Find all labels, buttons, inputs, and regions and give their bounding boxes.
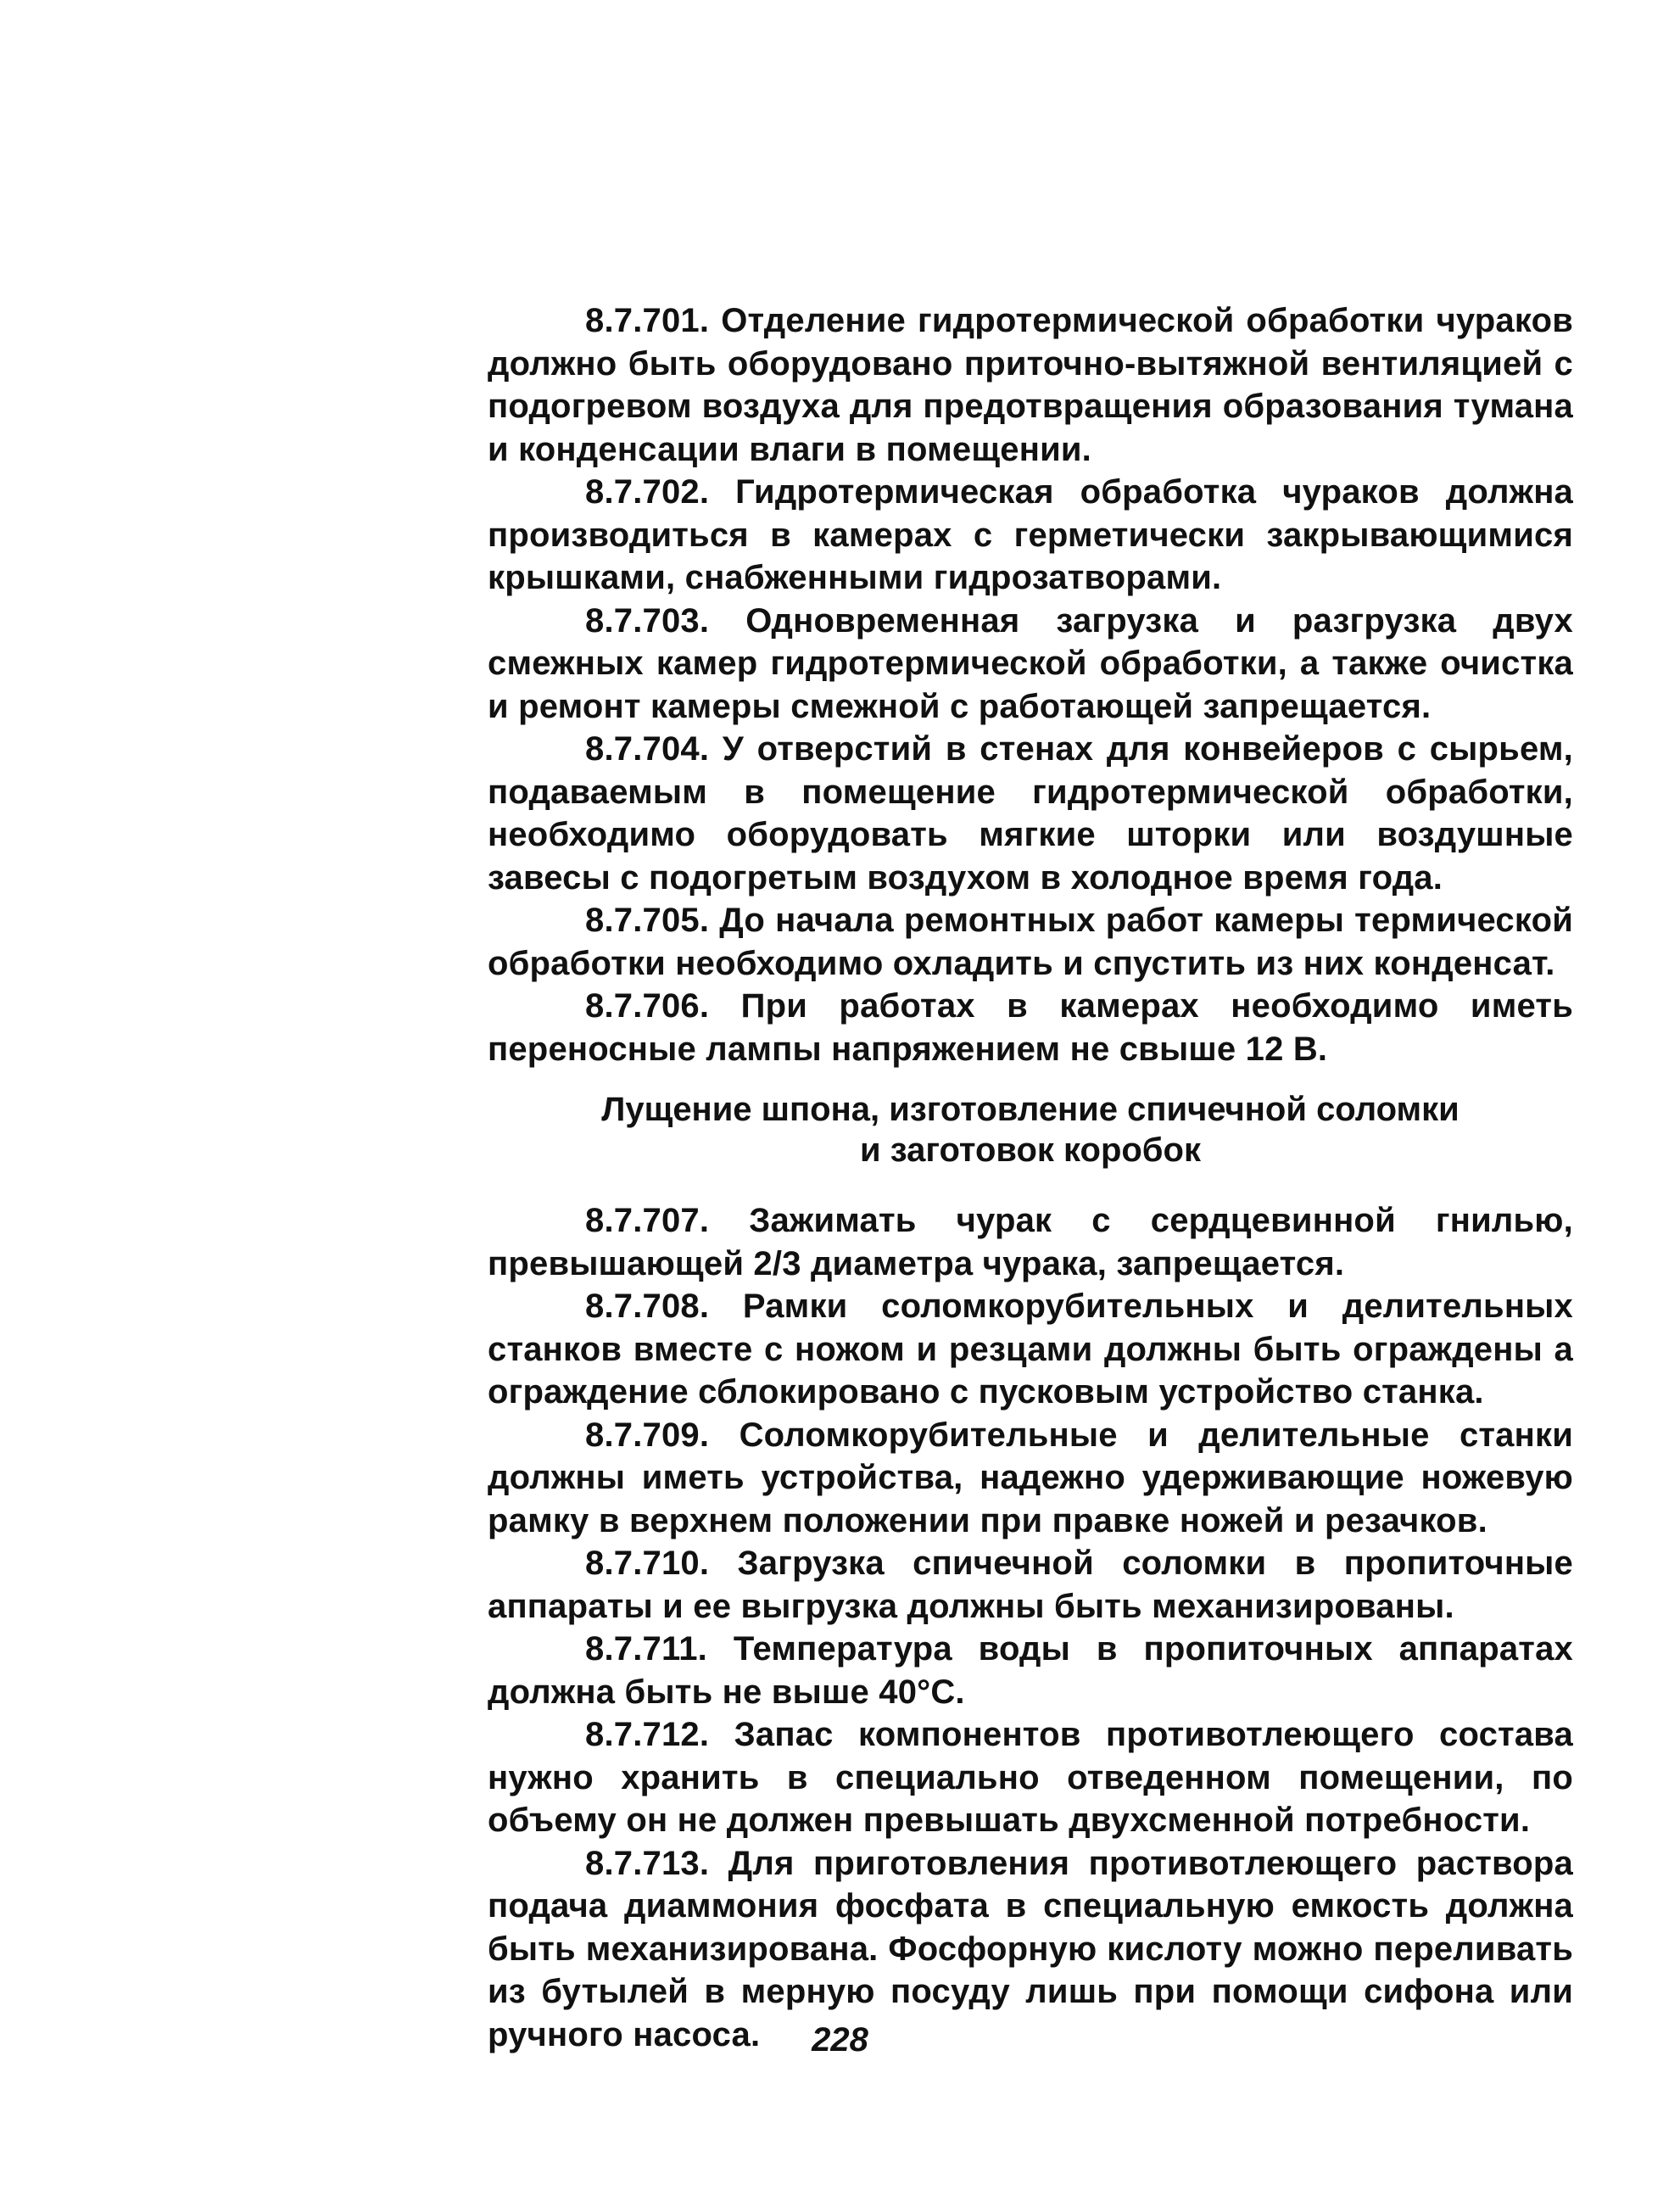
clause-8-7-709: 8.7.709. Соломкорубительные и делительные станки должны иметь устройства, надежно удерживающие ножевую рамку в верхнем положении при правке ножей и резачков.	[488, 1416, 1573, 1539]
clause-8-7-707: 8.7.707. Зажимать чурак с сердцевинной гнилью, превышающей 2/3 диаметра чурака, запрещается.	[488, 1202, 1573, 1282]
section-heading-line-2: и заготовок коробок	[860, 1131, 1201, 1169]
clause-8-7-704: 8.7.704. У отверстий в стенах для конвейеров с сырьем, подаваемым в помещение гидротермической обработки, необходимо оборудовать мягкие шторки или воздушные завесы с подогретым воздухом в холодное время года.	[488, 730, 1573, 897]
clause-8-7-702: 8.7.702. Гидротермическая обработка чураков должна производиться в камерах с герметически закрывающимися крышками, снабженными гидрозатворами.	[488, 473, 1573, 596]
page-number: 228	[812, 2021, 868, 2059]
clause-8-7-711: 8.7.711. Температура воды в пропиточных аппаратах должна быть не выше 40°С.	[488, 1630, 1573, 1711]
section-heading	[488, 1089, 1573, 1170]
section-heading-line-1: Лущение шпона, изготовление спичечной соломки	[601, 1091, 1460, 1128]
clause-8-7-705: 8.7.705. До начала ремонтных работ камеры термической обработки необходимо охладить и спустить из них конденсат.	[488, 902, 1573, 982]
clause-8-7-713: 8.7.713. Для приготовления противотлеющего раствора подача диаммония фосфата в специальную емкость должна быть механизирована. Фосфорную кислоту можно переливать из бутылей в мерную посуду лишь при помощи сифона или ручного насоса.	[488, 1844, 1573, 2053]
clause-8-7-703: 8.7.703. Одновременная загрузка и разгрузка двух смежных камер гидротермической обработки, а также очистка и ремонт камеры смежной с работающей запрещается.	[488, 601, 1573, 725]
paragraph-group-veneer	[488, 1199, 1573, 2056]
paragraph-group-ventilation	[488, 299, 1573, 1070]
clause-8-7-712: 8.7.712. Запас компонентов противотлеющего состава нужно хранить в специально отведенном помещении, по объему он не должен превышать двухсменной потребности.	[488, 1716, 1573, 1839]
clause-8-7-701: 8.7.701. Отделение гидротермической обработки чураков должно быть оборудовано приточно-вытяжной вентиляцией с подогревом воздуха для предотвращения образования тумана и конденсации влаги в помещении.	[488, 302, 1573, 468]
clause-8-7-706: 8.7.706. При работах в камерах необходимо иметь переносные лампы напряжением не свыше 12 В.	[488, 987, 1573, 1068]
clause-8-7-708: 8.7.708. Рамки соломкорубительных и делительных станков вместе с ножом и резцами должны быть ограждены а ограждение сблокировано с пусковым устройство станка.	[488, 1288, 1573, 1411]
clause-8-7-710: 8.7.710. Загрузка спичечной соломки в пропиточные аппараты и ее выгрузка должны быть механизированы.	[488, 1545, 1573, 1625]
